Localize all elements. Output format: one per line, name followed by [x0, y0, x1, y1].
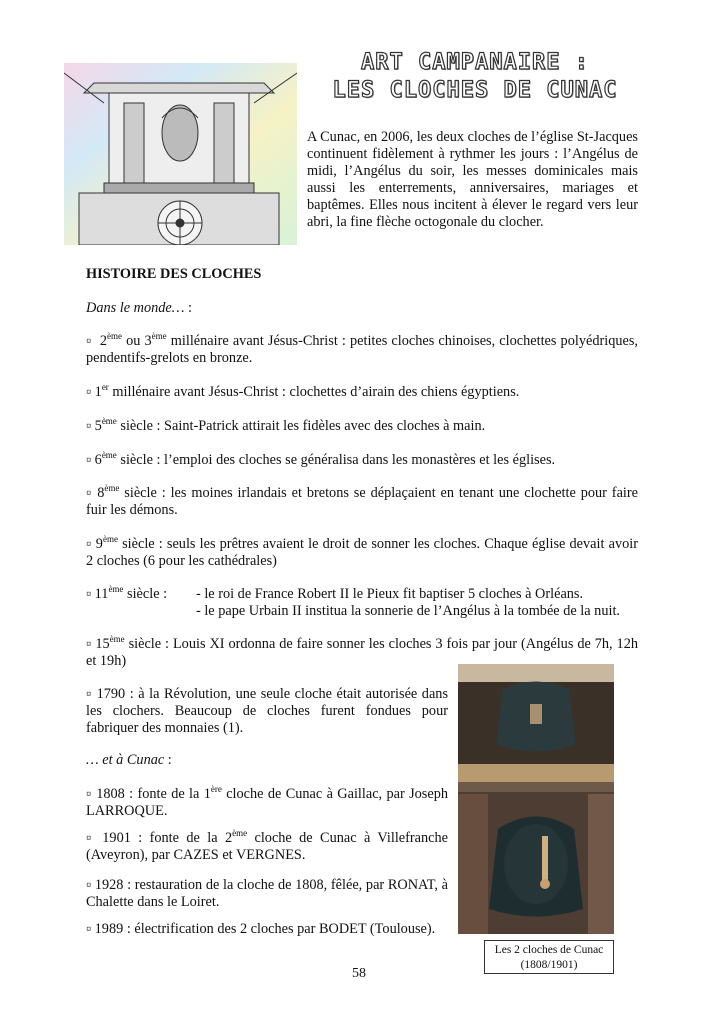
list-item: ▫ 11ème siècle : - le roi de France Robert II le Pieux fit baptiser 5 cloches à Orléans. - le pape Urbain II institua la sonnerie de l’Angélus à la tombée de la nuit.	[86, 584, 620, 619]
cunac-subheading	[86, 752, 172, 769]
list-item: ▫ 8ème siècle : les moines irlandais et bretons se déplaçaient en tenant une clochette pour faire fuir les démons.	[86, 483, 638, 518]
list-item: ▫ 1989 : électrification des 2 cloches par BODET (Toulouse).	[86, 921, 436, 937]
intro-paragraph: A Cunac, en 2006, les deux cloches de l’église St-Jacques continuent fidèlement à rythmer les jours : l’Angélus de midi, l’Angélus du soir, les messes dominicales mais aussi les enterrements, anniversaires, mariages et baptêmes. Elles nous incitent à élever le regard vers leur abri, la fine flèche octogonale du clocher.	[307, 129, 638, 230]
cunac-subheading-suffix: :	[164, 752, 172, 768]
section-heading: HISTOIRE DES CLOCHES	[86, 266, 262, 282]
clock-tower-illustration	[64, 63, 297, 245]
list-item: ▫ 15ème siècle : Louis XI ordonna de faire sonner les cloches 3 fois par jour (Angélus de 7h, 12h et 19h)	[86, 634, 638, 669]
list-item: ▫ 1er millénaire avant Jésus-Christ : clochettes d’airain des chiens égyptiens.	[86, 382, 520, 400]
bells-photo	[458, 664, 614, 934]
list-item: ▫ 1928 : restauration de la cloche de 1808, fêlée, par RONAT, à Chalette dans le Loiret.	[86, 877, 449, 910]
list-item: ▫ 1790 : à la Révolution, une seule cloche était autorisée dans les clochers. Beaucoup de cloches furent fondues pour fabriquer des monnaies (1).	[86, 686, 449, 736]
world-subheading	[86, 300, 192, 317]
list-item: ▫ 6ème siècle : l’emploi des cloches se généralisa dans les monastères et les églises.	[86, 450, 556, 468]
caption-line-2: (1808/1901)	[520, 959, 578, 971]
list-item: ▫ 1901 : fonte de la 2ème cloche de Cunac à Villefranche (Aveyron), par CAZES et VERGNES.	[86, 828, 448, 863]
list-item-subline: - le pape Urbain II institua la sonnerie de l’Angélus à la tombée de la nuit.	[196, 603, 620, 619]
list-item-subline: - le roi de France Robert II le Pieux fit baptiser 5 cloches à Orléans.	[196, 586, 584, 602]
list-item: ▫ 2ème ou 3ème millénaire avant Jésus-Christ : petites cloches chinoises, clochettes polyédriques, pendentifs-grelots en bronze.	[86, 331, 638, 366]
caption-line-1: Les 2 cloches de Cunac	[494, 944, 604, 956]
page-number: 58	[352, 966, 366, 981]
list-item: ▫ 5ème siècle : Saint-Patrick attirait les fidèles avec des cloches à main.	[86, 416, 486, 434]
page-title-line-1: ART CAMPANAIRE :	[361, 50, 589, 75]
photo-caption	[484, 940, 614, 974]
page-title-line-2: LES CLOCHES DE CUNAC	[332, 78, 618, 103]
world-subheading-text: Dans le monde…	[86, 300, 185, 316]
world-subheading-suffix: :	[184, 300, 193, 316]
list-item: ▫ 1808 : fonte de la 1ère cloche de Cunac à Gaillac, par Joseph LARROQUE.	[86, 784, 448, 819]
cunac-subheading-text: … et à Cunac	[86, 752, 165, 768]
list-item: ▫ 9ème siècle : seuls les prêtres avaient le droit de sonner les cloches. Chaque église devait avoir 2 cloches (6 pour les cathédrales)	[86, 534, 638, 569]
